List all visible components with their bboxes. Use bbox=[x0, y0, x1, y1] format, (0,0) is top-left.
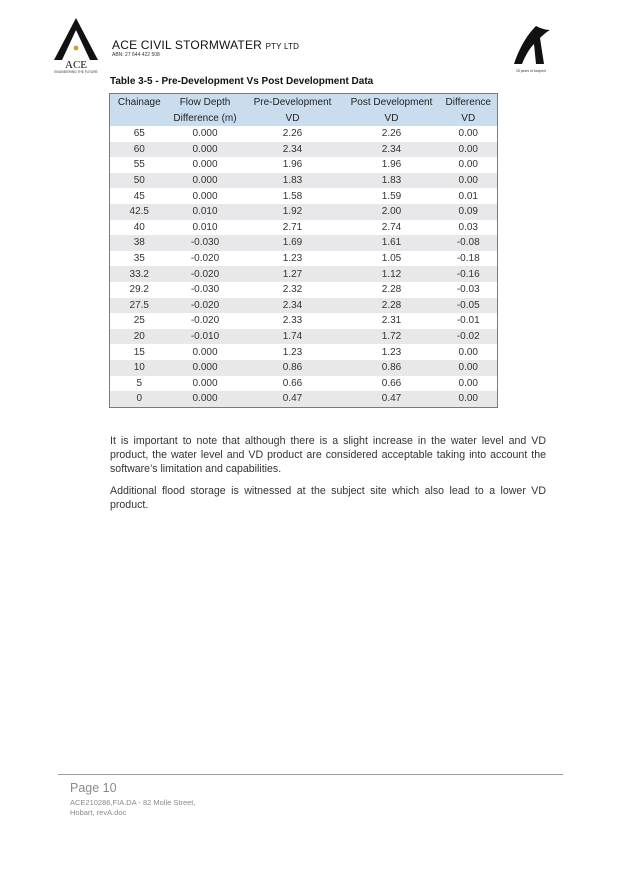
company-name-text: ACE CIVIL STORMWATER bbox=[112, 38, 263, 52]
table-cell: 1.59 bbox=[344, 188, 440, 204]
table-body bbox=[110, 126, 498, 407]
table-row bbox=[110, 188, 498, 204]
table-cell: 0.000 bbox=[169, 376, 242, 392]
table-cell: 2.71 bbox=[242, 220, 344, 236]
table-row bbox=[110, 282, 498, 298]
document-reference: ACE210286,FIA.DA - 82 Molle Street, bbox=[70, 798, 196, 807]
table-cell: 1.96 bbox=[344, 157, 440, 173]
table-cell: 2.34 bbox=[242, 142, 344, 158]
table-row bbox=[110, 251, 498, 267]
table-cell: 0.000 bbox=[169, 391, 242, 407]
table-cell: 1.72 bbox=[344, 329, 440, 345]
table-cell: 0.66 bbox=[242, 376, 344, 392]
table-cell: 38 bbox=[110, 235, 169, 251]
table-cell: -0.03 bbox=[440, 282, 498, 298]
table-cell: -0.020 bbox=[169, 266, 242, 282]
table-cell: 1.12 bbox=[344, 266, 440, 282]
table-cell: 0.66 bbox=[344, 376, 440, 392]
table-cell: 0.000 bbox=[169, 173, 242, 189]
page-number: Page 10 bbox=[70, 781, 117, 795]
ace-logo bbox=[48, 16, 104, 74]
table-cell: 0.00 bbox=[440, 360, 498, 376]
table-cell: 2.31 bbox=[344, 313, 440, 329]
table-cell: 0.000 bbox=[169, 360, 242, 376]
anniversary-caption: 25 years of footprint bbox=[516, 69, 546, 73]
column-header: Difference (m) bbox=[169, 110, 242, 126]
column-header bbox=[110, 110, 169, 126]
column-header: Flow Depth bbox=[169, 94, 242, 111]
column-header: Post Development bbox=[344, 94, 440, 111]
table-cell: 2.28 bbox=[344, 298, 440, 314]
table-cell: 0.000 bbox=[169, 344, 242, 360]
abn-number: ABN: 27 644 422 508 bbox=[112, 52, 160, 58]
table-cell: 1.69 bbox=[242, 235, 344, 251]
table-cell: -0.01 bbox=[440, 313, 498, 329]
table-row bbox=[110, 344, 498, 360]
logo-text: ACE bbox=[65, 59, 87, 71]
column-header: Chainage bbox=[110, 94, 169, 111]
table-cell: 0.09 bbox=[440, 204, 498, 220]
table-cell: 0.010 bbox=[169, 204, 242, 220]
paragraph-note: It is important to note that although there is a slight increase in the water level and VD product, the water level and VD product are considered acceptable taking into account the software’s limitation and capabilities. bbox=[110, 435, 546, 475]
table-cell: 55 bbox=[110, 157, 169, 173]
table-cell: 2.00 bbox=[344, 204, 440, 220]
table-cell: 15 bbox=[110, 344, 169, 360]
table-cell: 42.5 bbox=[110, 204, 169, 220]
table-cell: 0.00 bbox=[440, 157, 498, 173]
table-cell: 0.000 bbox=[169, 188, 242, 204]
table-cell: 45 bbox=[110, 188, 169, 204]
table-cell: 1.83 bbox=[344, 173, 440, 189]
table-cell: 0 bbox=[110, 391, 169, 407]
table-cell: -0.030 bbox=[169, 282, 242, 298]
table-row bbox=[110, 126, 498, 142]
table-cell: 0.03 bbox=[440, 220, 498, 236]
table-row bbox=[110, 173, 498, 189]
table-cell: 2.34 bbox=[242, 298, 344, 314]
table-cell: 20 bbox=[110, 329, 169, 345]
table-cell: 65 bbox=[110, 126, 169, 142]
table-cell: 0.86 bbox=[242, 360, 344, 376]
table-cell: 0.01 bbox=[440, 188, 498, 204]
table-cell: 0.000 bbox=[169, 142, 242, 158]
table-cell: 1.96 bbox=[242, 157, 344, 173]
table-row bbox=[110, 204, 498, 220]
table-row bbox=[110, 142, 498, 158]
logo-tagline: ENGINEERING THE FUTURE bbox=[54, 70, 98, 74]
table-cell: 29.2 bbox=[110, 282, 169, 298]
table-cell: 1.58 bbox=[242, 188, 344, 204]
column-header: VD bbox=[242, 110, 344, 126]
table-cell: 0.86 bbox=[344, 360, 440, 376]
table-row bbox=[110, 391, 498, 407]
table-cell: 2.34 bbox=[344, 142, 440, 158]
table-cell: -0.010 bbox=[169, 329, 242, 345]
table-caption: Table 3-5 - Pre-Development Vs Post Development Data bbox=[110, 76, 374, 87]
table-cell: 1.74 bbox=[242, 329, 344, 345]
table-cell: 2.74 bbox=[344, 220, 440, 236]
logo-dot-icon bbox=[74, 46, 79, 51]
document-reference-line2: Hobart, revA.doc bbox=[70, 808, 127, 817]
company-name bbox=[112, 38, 299, 52]
table-cell: 0.000 bbox=[169, 157, 242, 173]
table-cell: 0.010 bbox=[169, 220, 242, 236]
anniversary-logo bbox=[510, 24, 552, 74]
table-cell: -0.08 bbox=[440, 235, 498, 251]
table-cell: -0.020 bbox=[169, 251, 242, 267]
table-cell: 35 bbox=[110, 251, 169, 267]
table-cell: 1.61 bbox=[344, 235, 440, 251]
table-row bbox=[110, 329, 498, 345]
logo-triangle-icon bbox=[54, 18, 98, 60]
table-cell: 2.32 bbox=[242, 282, 344, 298]
table-cell: 1.23 bbox=[242, 344, 344, 360]
table-cell: 1.92 bbox=[242, 204, 344, 220]
table-cell: 25 bbox=[110, 313, 169, 329]
table-cell: 1.83 bbox=[242, 173, 344, 189]
table-cell: 0.00 bbox=[440, 126, 498, 142]
table-cell: -0.18 bbox=[440, 251, 498, 267]
header-row bbox=[110, 110, 498, 126]
column-header: VD bbox=[344, 110, 440, 126]
table-cell: 1.27 bbox=[242, 266, 344, 282]
table-row bbox=[110, 360, 498, 376]
table-cell: 0.00 bbox=[440, 344, 498, 360]
data-table bbox=[109, 93, 498, 408]
table-cell: 33.2 bbox=[110, 266, 169, 282]
table-cell: 1.05 bbox=[344, 251, 440, 267]
table-cell: -0.020 bbox=[169, 313, 242, 329]
table-cell: 27.5 bbox=[110, 298, 169, 314]
table-cell: -0.02 bbox=[440, 329, 498, 345]
table-cell: 0.47 bbox=[344, 391, 440, 407]
table-cell: 40 bbox=[110, 220, 169, 236]
table-header bbox=[110, 94, 498, 127]
table-cell: 10 bbox=[110, 360, 169, 376]
table-cell: -0.05 bbox=[440, 298, 498, 314]
table-cell: 5 bbox=[110, 376, 169, 392]
table-row bbox=[110, 235, 498, 251]
table-cell: 1.23 bbox=[242, 251, 344, 267]
table-row bbox=[110, 376, 498, 392]
table-cell: 0.00 bbox=[440, 391, 498, 407]
column-header: Difference bbox=[440, 94, 498, 111]
table-cell: -0.020 bbox=[169, 298, 242, 314]
table-cell: -0.16 bbox=[440, 266, 498, 282]
paragraph-storage: Additional flood storage is witnessed at the subject site which also lead to a lower VD product. bbox=[110, 485, 546, 511]
column-header: Pre-Development bbox=[242, 94, 344, 111]
table-cell: 2.28 bbox=[344, 282, 440, 298]
header-row bbox=[110, 94, 498, 111]
company-suffix: PTY LTD bbox=[265, 42, 300, 51]
footer-divider bbox=[58, 774, 563, 775]
table-row bbox=[110, 220, 498, 236]
table-row bbox=[110, 157, 498, 173]
table-cell: 0.00 bbox=[440, 142, 498, 158]
table-cell: 60 bbox=[110, 142, 169, 158]
table-cell: 50 bbox=[110, 173, 169, 189]
table-cell: 2.26 bbox=[242, 126, 344, 142]
column-header: VD bbox=[440, 110, 498, 126]
table-cell: 0.00 bbox=[440, 173, 498, 189]
table-row bbox=[110, 313, 498, 329]
swoosh-icon bbox=[514, 26, 550, 64]
table-row bbox=[110, 298, 498, 314]
table-cell: 2.26 bbox=[344, 126, 440, 142]
table-cell: 0.000 bbox=[169, 126, 242, 142]
table-row bbox=[110, 266, 498, 282]
table-cell: -0.030 bbox=[169, 235, 242, 251]
table-cell: 1.23 bbox=[344, 344, 440, 360]
table-cell: 0.00 bbox=[440, 376, 498, 392]
table-cell: 0.47 bbox=[242, 391, 344, 407]
table-cell: 2.33 bbox=[242, 313, 344, 329]
